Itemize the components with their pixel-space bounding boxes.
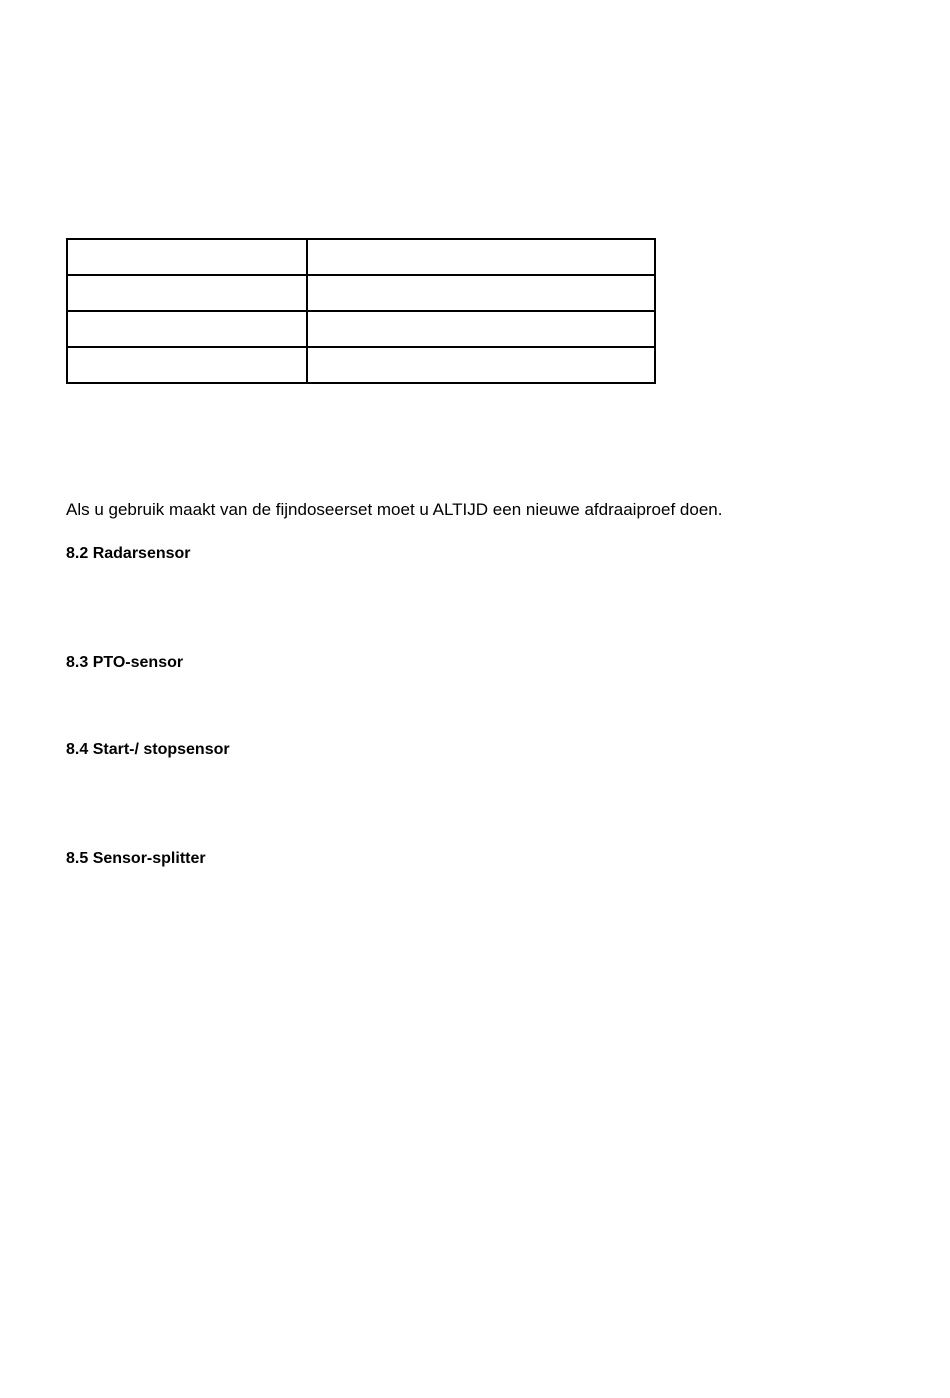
- table-cell: [67, 275, 307, 311]
- note-paragraph: Als u gebruik maakt van de fijndoseerset moet u ALTIJD een nieuwe afdraaiproef doen.: [66, 500, 723, 519]
- table-row: [67, 275, 655, 311]
- section-heading-radarsensor: 8.2 Radarsensor: [66, 545, 191, 562]
- section-heading-pto-sensor: 8.3 PTO-sensor: [66, 654, 184, 671]
- table-cell: [67, 311, 307, 347]
- table-cell: [67, 239, 307, 275]
- table-cell: [307, 275, 655, 311]
- table-row: [67, 239, 655, 275]
- table-cell: [307, 347, 655, 383]
- table-row: [67, 311, 655, 347]
- section-heading-sensor-splitter: 8.5 Sensor-splitter: [66, 850, 206, 867]
- table-cell: [307, 239, 655, 275]
- empty-table: [66, 238, 656, 384]
- table-cell: [307, 311, 655, 347]
- table-cell: [67, 347, 307, 383]
- section-heading-start-stopsensor: 8.4 Start-/ stopsensor: [66, 741, 230, 758]
- table-row: [67, 347, 655, 383]
